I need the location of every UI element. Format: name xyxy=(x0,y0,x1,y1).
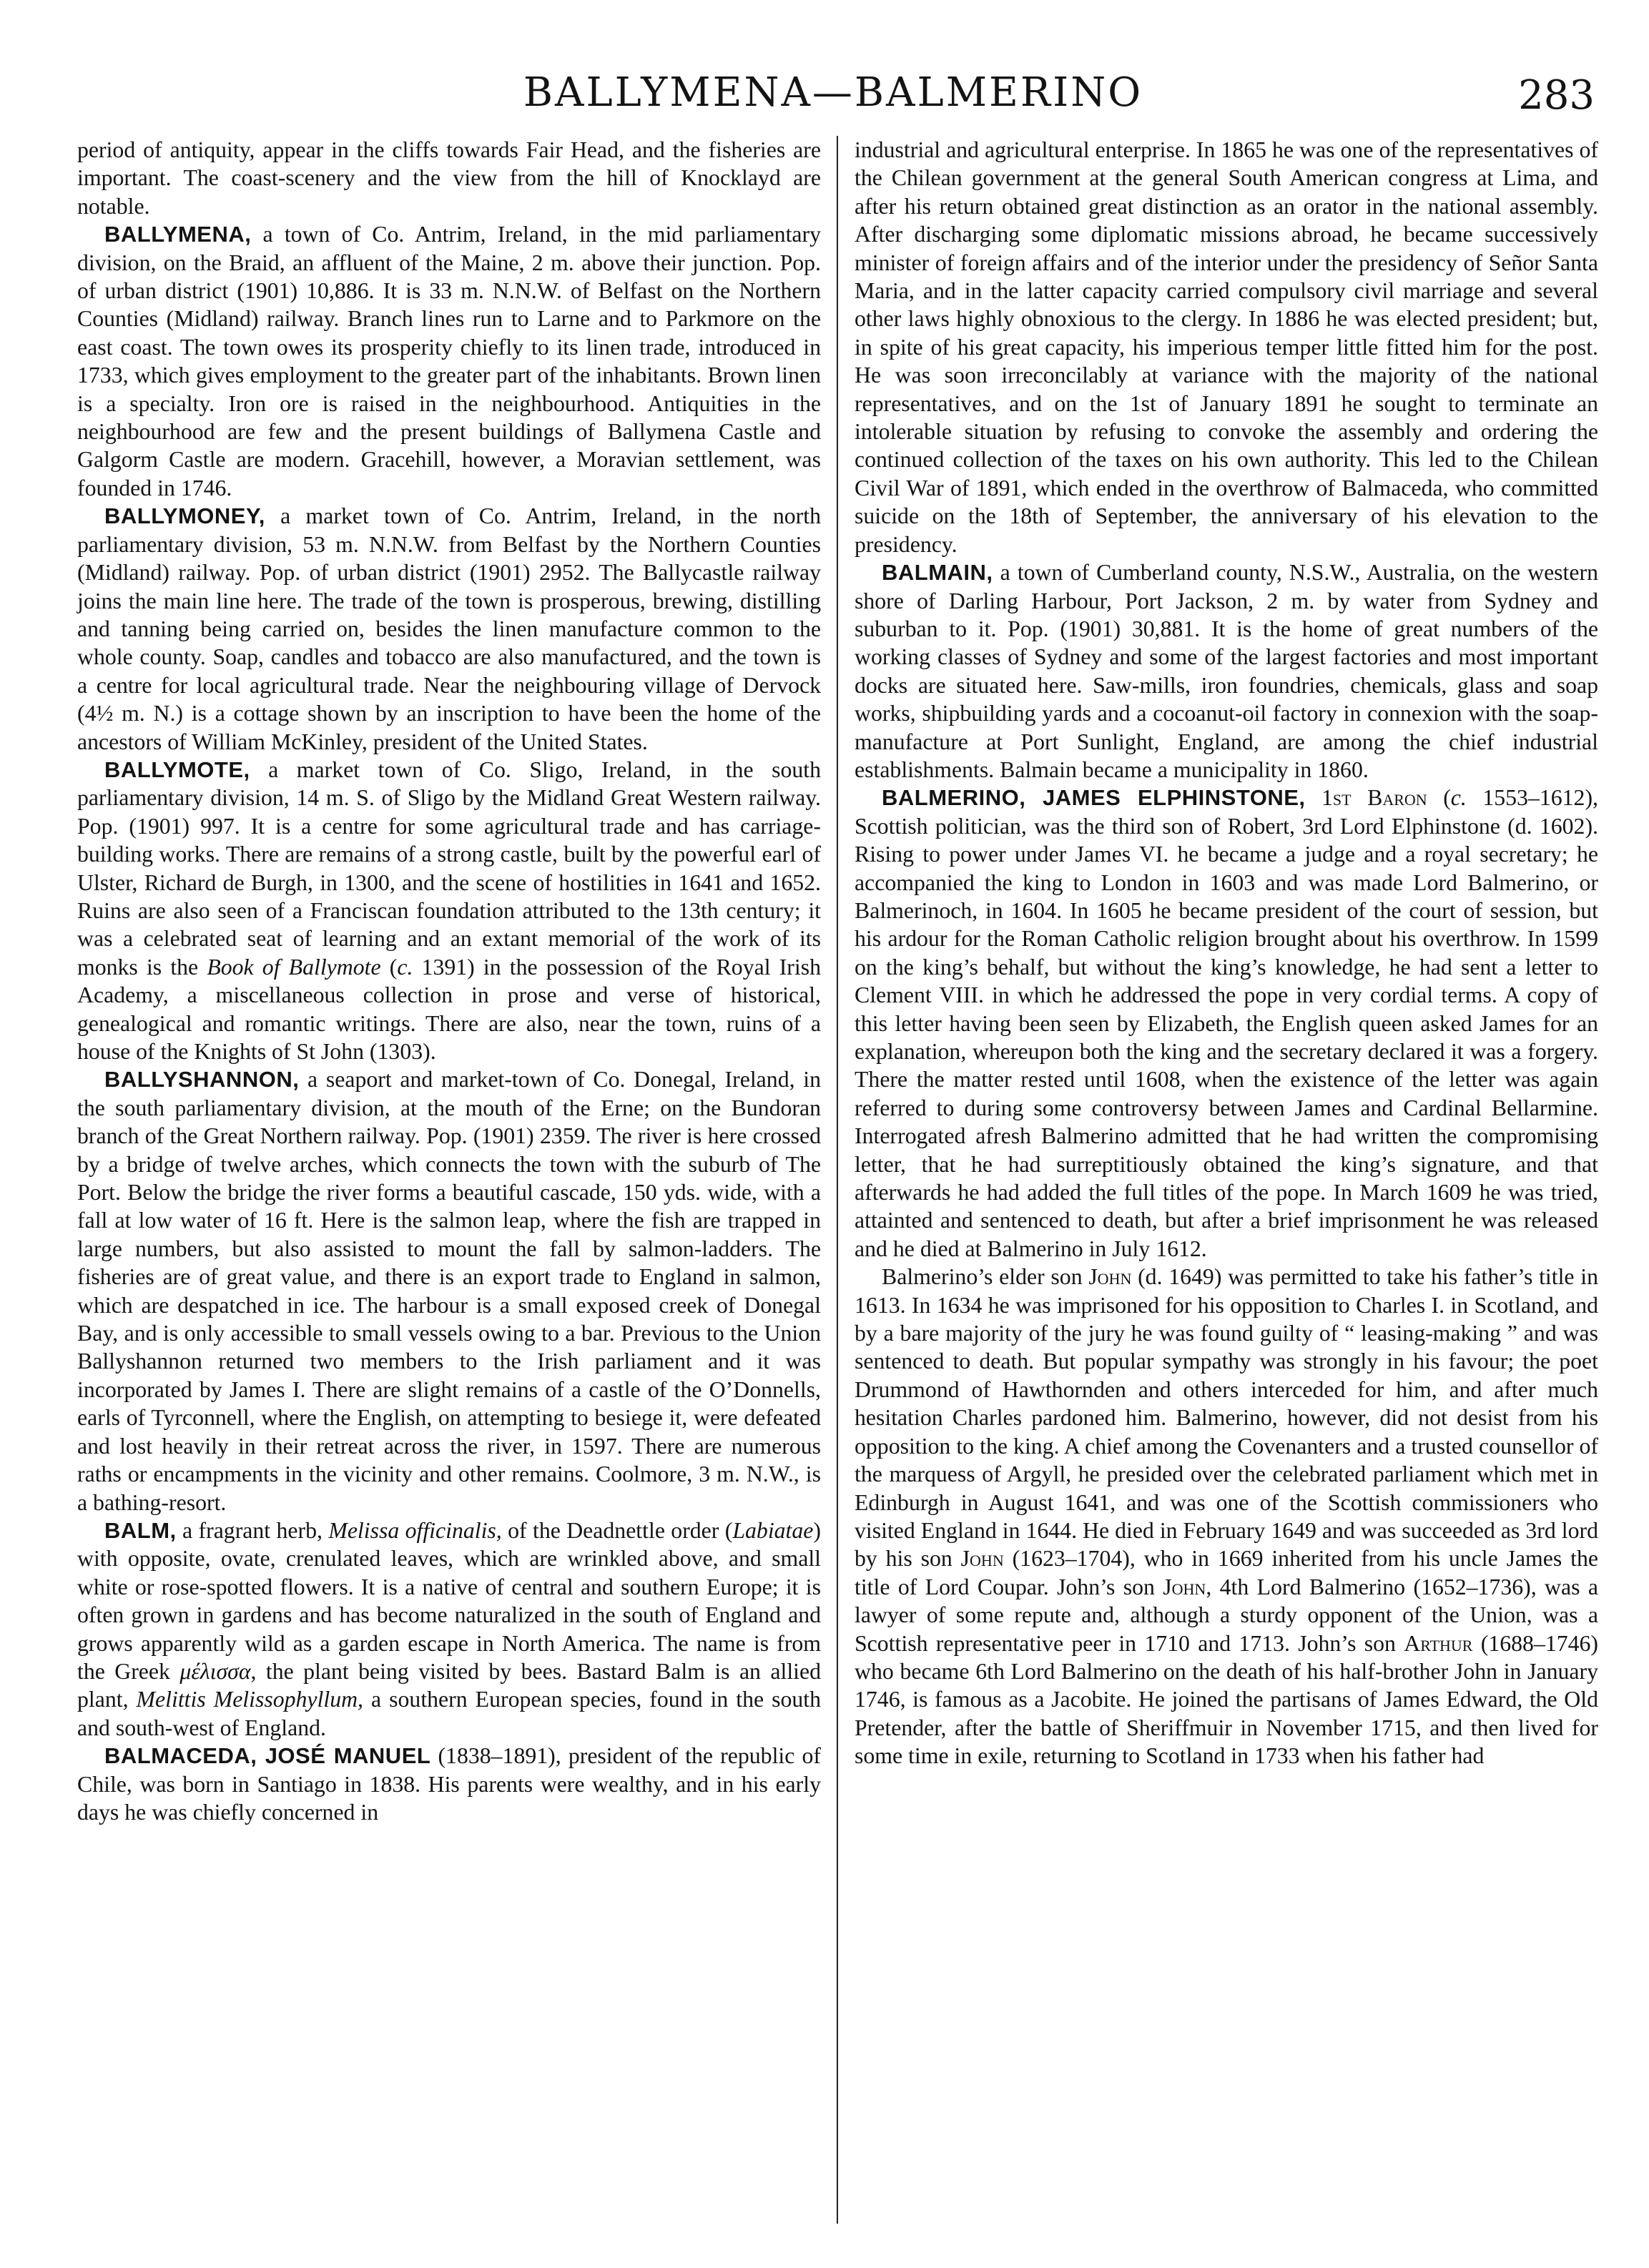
entry-text: 4th Lord Balmerino (1652–1736), was a lawyer of some repute and, although a sturdy opponent of the Union, was a Scottish representative peer in 1710 and 1713. John’s son xyxy=(855,1574,1598,1656)
entry-balmerino-sons xyxy=(855,1263,1598,1770)
entry-headword: BALMACEDA, JOSÉ MANUEL xyxy=(104,1743,431,1769)
person-name: John, xyxy=(1163,1574,1212,1599)
entry-text: a market town of Co. Antrim, Ireland, in the north parliamentary division, 53 m. N.N.W. from Belfast by the Northern Counties (Midland) railway. Pop. of urban district (1901) 2952. The Ballycastle railway joins the main line here. The trade of the town is prosperous, brewing, distilling and tanning being carried on, besides the linen manufacture common to the whole county. Soap, candles and tobacco are also manufactured, and the town is a centre for local agricultural trade. Near the neighbouring village of Dervock (4½ m. N.) is a cottage shown by an inscription to have been the home of the ancestors of William McKinley, president of the United States. xyxy=(77,503,821,754)
entry-headword: BALLYSHANNON, xyxy=(104,1067,300,1093)
title-rank: 1st Baron xyxy=(1305,785,1427,811)
entry-text: 1553–1612), Scottish politician, was the third son of Robert, 3rd Lord Elphinstone (d. 1602). Rising to power under James VI. he became a judge and a royal secretary; he accompanied the king to London in 1603 and was made Lord Balmerino, or Balmerinoch, in 1604. In 1605 he became president of the court of session, but his ardour for the Roman Catholic religion brought about his overthrow. In 1599 on the king’s behalf, but without the king’s knowledge, he had sent a letter to Clement VIII. in which he addressed the pope in very cordial terms. A copy of this letter having been seen by Elizabeth, the English queen asked James for an explanation, whereupon both the king and the secretary declared it was a forgery. There the matter rested until 1608, when the existence of the letter was again referred to during some controversy between James and Cardinal Bellarmine. Interrogated afresh Balmerino admitted that he had written the compromising letter, that he had surreptitiously obtained the king’s signature, and that afterwards he had added the full titles of the pope. In March 1609 he was tried, attainted and sentenced to death, but after a brief imprisonment he was released and he died at Balmerino in July 1612. xyxy=(855,785,1598,1261)
person-name: John xyxy=(1088,1264,1132,1290)
entry-text: a market town of Co. Sligo, Ireland, in the south parliamentary division, 14 m. S. of Sligo by the Midland Great Western railway. Pop. (1901) 997. It is a centre for some agricultural trade and has carriage-building works. There are remains of a strong castle, built by the powerful earl of Ulster, Richard de Burgh, in 1300, and the scene of hostilities in 1641 and 1652. Ruins are also seen of a Franciscan foundation attributed to the 13th century; it was a celebrated seat of learning and an extant memorial of the work of its monks is the xyxy=(77,756,821,980)
entry-text: 1391) in the possession of the Royal Irish Academy, a miscellaneous collection in prose and verse of historical, genealogical and romantic writings. There are also, near the town, ruins of a house of the Knights of St John (1303). xyxy=(77,954,821,1064)
entry-headword: BALLYMONEY, xyxy=(104,503,265,529)
page-header xyxy=(72,64,1595,122)
entry-text: a southern European species, found in the south and south-west of England. xyxy=(77,1687,821,1740)
entry-text: , the plant being visited by bees. Bastard Balm is an allied plant, xyxy=(77,1658,821,1712)
page-number: 283 xyxy=(1518,72,1595,119)
latin-name: Melissa officinalis, xyxy=(328,1517,502,1543)
latin-name: Labiatae xyxy=(732,1517,814,1543)
person-name: John xyxy=(960,1546,1004,1572)
entry-balmaceda xyxy=(77,1742,821,1826)
entry-headword: BALM, xyxy=(104,1517,177,1543)
entry-headword: BALLYMOTE, xyxy=(104,756,250,782)
entry-ballyshannon xyxy=(77,1065,821,1517)
entry-text: a town of Co. Antrim, Ireland, in the mid parliamentary division, on the Braid, an affluent of the Maine, 2 m. above their junction. Pop. of urban district (1901) 10,886. It is 33 m. N.N.W. of Belfast on the Northern Counties (Midland) railway. Branch lines run to Larne and to Parkmore on the east coast. The town owes its prosperity chiefly to its linen trade, introduced in 1733, which gives employment to the greater part of the inhabitants. Brown linen is a specialty. Iron ore is raised in the neighbourhood. Antiquities in the neighbourhood are few and the present buildings of Ballymena Castle and Galgorm Castle are modern. Gracehill, however, a Moravian settlement, was founded in 1746. xyxy=(77,222,821,501)
entry-headword: BALMAIN, xyxy=(882,560,993,586)
entry-balmerino xyxy=(855,784,1598,1263)
entry-text: a fragrant herb, xyxy=(176,1517,329,1543)
entry-text: (1838–1891), president of the republic of Chile, was born in Santiago in 1838. His parents were wealthy, and in his early days he was chiefly concerned in xyxy=(77,1743,821,1825)
book-title: Book of Ballymote xyxy=(207,954,381,980)
entry-balmain xyxy=(855,558,1598,784)
entry-headword: BALLYMENA, xyxy=(104,222,252,247)
entry-continuation xyxy=(855,136,1598,558)
entry-continuation xyxy=(77,136,821,220)
circa: c. xyxy=(1450,785,1467,811)
entry-text: a seaport and market-town of Co. Donegal, Ireland, in the south parliamentary division, at the mouth of the Erne; on the Bundoran branch of the Great Northern railway. Pop. (1901) 2359. The river is here crossed by a bridge of twelve arches, which connects the town with the suburb of The Port. Below the bridge the river forms a beautiful cascade, 150 yds. wide, with a fall at low water of 16 ft. Here is the salmon leap, where the fish are trapped in large numbers, but also assisted to mount the fall by salmon-ladders. The fisheries are of great value, and there is an export trade to England in salmon, which are despatched in ice. The harbour is a small exposed creek of Donegal Bay, and is only accessible to small vessels owing to a bar. Previous to the Union Ballyshannon returned two members to the Irish parliament and it was incorporated by James I. There are slight remains of a castle of the O’Donnells, earls of Tyrconnell, where the English, on attempting to besiege it, were defeated and lost heavily in their retreat across the river, in 1597. There are numerous raths or encampments in the vicinity and other remains. Coolmore, 3 m. N.W., is a bathing-resort. xyxy=(77,1067,821,1515)
circa: c. xyxy=(397,954,413,980)
entry-text: period of antiquity, appear in the cliffs towards Fair Head, and the fisheries are important. The coast-scenery and the view from the hill of Knocklayd are notable. xyxy=(77,137,821,219)
entry-text: a town of Cumberland county, N.S.W., Australia, on the western shore of Darling Harbour, Port Jackson, 2 m. by water from Sydney and suburban to it. Pop. (1901) 30,881. It is the home of great numbers of the working classes of Sydney and some of the largest factories and most important docks are situated here. Saw-mills, iron foundries, chemicals, glass and soap works, shipbuilding yards and a cocoanut-oil factory in connexion with the soap-manufacture at Port Sunlight, England, are among the chief industrial establishments. Balmain became a municipality in 1860. xyxy=(855,560,1598,782)
entry-ballymena xyxy=(77,220,821,502)
entry-text: industrial and agricultural enterprise. In 1865 he was one of the representatives of the Chilean government at the general South American congress at Lima, and after his return obtained great distinction as an orator in the national assembly. After discharging some diplomatic missions abroad, he became successively minister of foreign affairs and of the interior under the presidency of Señor Santa Maria, and in the latter capacity carried compulsory civil marriage and several other laws highly obnoxious to the clergy. In 1886 he was elected president; but, in spite of his great capacity, his imperious temper little fitted him for the post. He was soon irreconcilably at variance with the majority of the national representatives, and on the 1st of January 1891 he sought to terminate an intolerable situation by refusing to convoke the assembly and ordering the continued collection of the taxes on his own authority. This led to the Chilean Civil War of 1891, which ended in the overthrow of Balmaceda, who committed suicide on the 18th of September, the anniversary of his elevation to the presidency. xyxy=(855,137,1598,557)
running-title: BALLYMENA—BALMERINO xyxy=(523,69,1143,116)
entry-text: (1623–1704), who in 1669 inherited from his uncle James the title of Lord Coupar. John’s son xyxy=(855,1546,1598,1599)
entry-text: of the Deadnettle order ( xyxy=(501,1517,733,1543)
person-name: Arthur xyxy=(1404,1630,1473,1656)
entry-balm xyxy=(77,1517,821,1742)
entry-ballymoney xyxy=(77,502,821,756)
latin-name: Melittis Melissophyllum, xyxy=(136,1687,364,1712)
entry-headword: BALMERINO, JAMES ELPHINSTONE, xyxy=(882,785,1306,811)
entry-text: Balmerino’s elder son xyxy=(882,1264,1089,1290)
entry-text: ) with opposite, ovate, crenulated leaves, which are wrinkled above, and small white or rose-spotted flowers. It is a native of central and southern Europe; it is often grown in gardens and has become naturalized in the south of England and grows apparently wild as a garden escape in North America. The name is from the Greek xyxy=(77,1517,821,1684)
right-column xyxy=(855,136,1598,1770)
greek-word: μέλισσα xyxy=(179,1658,251,1684)
entry-text: (1688–1746) who became 6th Lord Balmerino on the death of his half-brother John in January 1746, is famous as a Jacobite. He joined the partisans of James Edward, the Old Pretender, after the battle of Sheriffmuir in November 1715, and then lived for some time in exile, returning to Scotland in 1733 when his father had xyxy=(855,1630,1598,1769)
entry-ballymote xyxy=(77,756,821,1065)
column-divider xyxy=(837,136,838,2224)
entry-text: ( xyxy=(1427,785,1451,811)
entry-text: ( xyxy=(380,954,398,980)
entry-text: (d. 1649) was permitted to take his father’s title in 1613. In 1634 he was imprisoned for his opposition to Charles I. in Scotland, and by a bare majority of the jury he was found guilty of “ leasing-making ” and was sentenced to death. But popular sympathy was strongly in his favour; the poet Drummond of Hawthornden and others interceded for him, and after much hesitation Charles pardoned him. Balmerino, however, did not desist from his opposition to the king. A chief among the Covenanters and a trusted counsellor of the marquess of Argyll, he presided over the celebrated parliament which met in Edinburgh in August 1641, and was one of the Scottish commissioners who visited England in 1644. He died in February 1649 and was succeeded as 3rd lord by his son xyxy=(855,1264,1598,1572)
left-column xyxy=(77,136,821,1826)
